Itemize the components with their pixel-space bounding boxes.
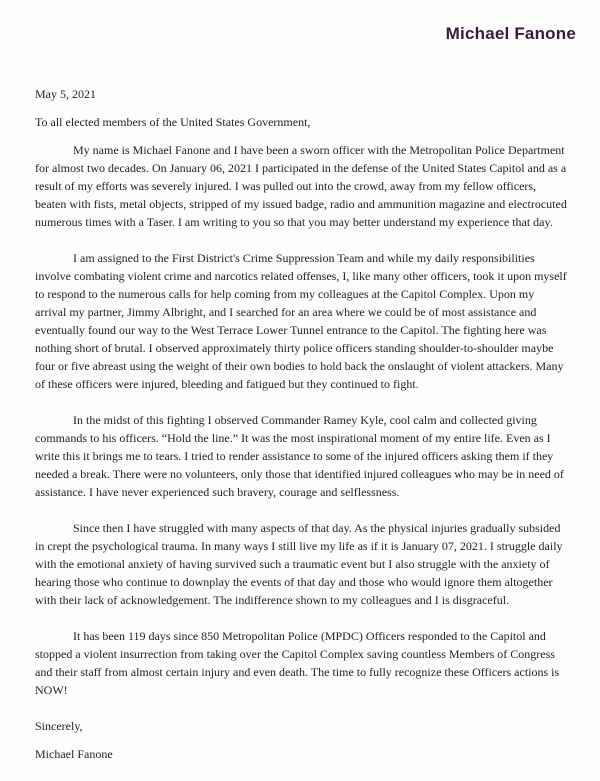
letter-date: May 5, 2021: [35, 87, 96, 101]
letter-paragraph-3: In the midst of this fighting I observed Commander Ramey Kyle, cool calm and collected giving commands to his officers. “Hold the line.” It was the most inspirational moment of my entire life. Even as I write this it brings me to tears. I tried to render assistance to some of the injured officers asking them if they needed a break. There were no volunteers, only those that identified injured colleagues who may be in need of assistance. I have never experienced such bravery, courage and selflessness.: [35, 413, 564, 499]
letter-closing: Sincerely,: [35, 719, 83, 733]
letter-signature: Michael Fanone: [35, 747, 113, 761]
letter-paragraph-1: My name is Michael Fanone and I have been a sworn officer with the Metropolitan Police Department for almost two decades. On January 06, 2021 I participated in the defense of the United States Capitol and as a result of my efforts was severely injured. I was pulled out into the crowd, away from my fellow officers, beaten with fists, metal objects, stripped of my issued badge, radio and ammunition magazine and electrocuted numerous times with a Taser. I am writing to you so that you may better understand my experience that day.: [35, 143, 567, 229]
letter-paragraph-2: I am assigned to the First District's Crime Suppression Team and while my daily responsibilities involve combating violent crime and narcotics related offenses, I, like many other officers, took it upon myself to respond to the numerous calls for help coming from my colleagues at the Capitol Complex. Upon my arrival my partner, Jimmy Albright, and I searched for an area where we could be of most assistance and eventually found our way to the West Terrace Lower Tunnel entrance to the Capitol. The fighting here was nothing short of brutal. I observed approximately thirty police officers standing shoulder-to-shoulder maybe four or five abreast using the weight of their own bodies to hold back the onslaught of violent attackers. Many of these officers were injured, bleeding and fatigued but they continued to fight.: [35, 251, 567, 391]
letter-paragraph-4: Since then I have struggled with many aspects of that day. As the physical injuries gradually subsided in crept the psychological trauma. In many ways I still live my life as if it is January 07, 2021. I struggle daily with the emotional anxiety of having survived such a traumatic event but I also struggle with the anxiety of hearing those who continue to downplay the events of that day and those who would ignore them altogether with their lack of acknowledgement. The indifference shown to my colleagues and I is disgraceful.: [35, 521, 563, 607]
letterhead-name: Michael Fanone: [445, 24, 576, 43]
letter-salutation: To all elected members of the United States Government,: [35, 115, 311, 129]
letter-paragraph-5: It has been 119 days since 850 Metropolitan Police (MPDC) Officers responded to the Capitol and stopped a violent insurrection from taking over the Capitol Complex saving countless Members of Congress and their staff from almost certain injury and even death. The time to fully recognize these Officers actions is NOW!: [35, 629, 560, 697]
letter-body: [35, 85, 567, 763]
